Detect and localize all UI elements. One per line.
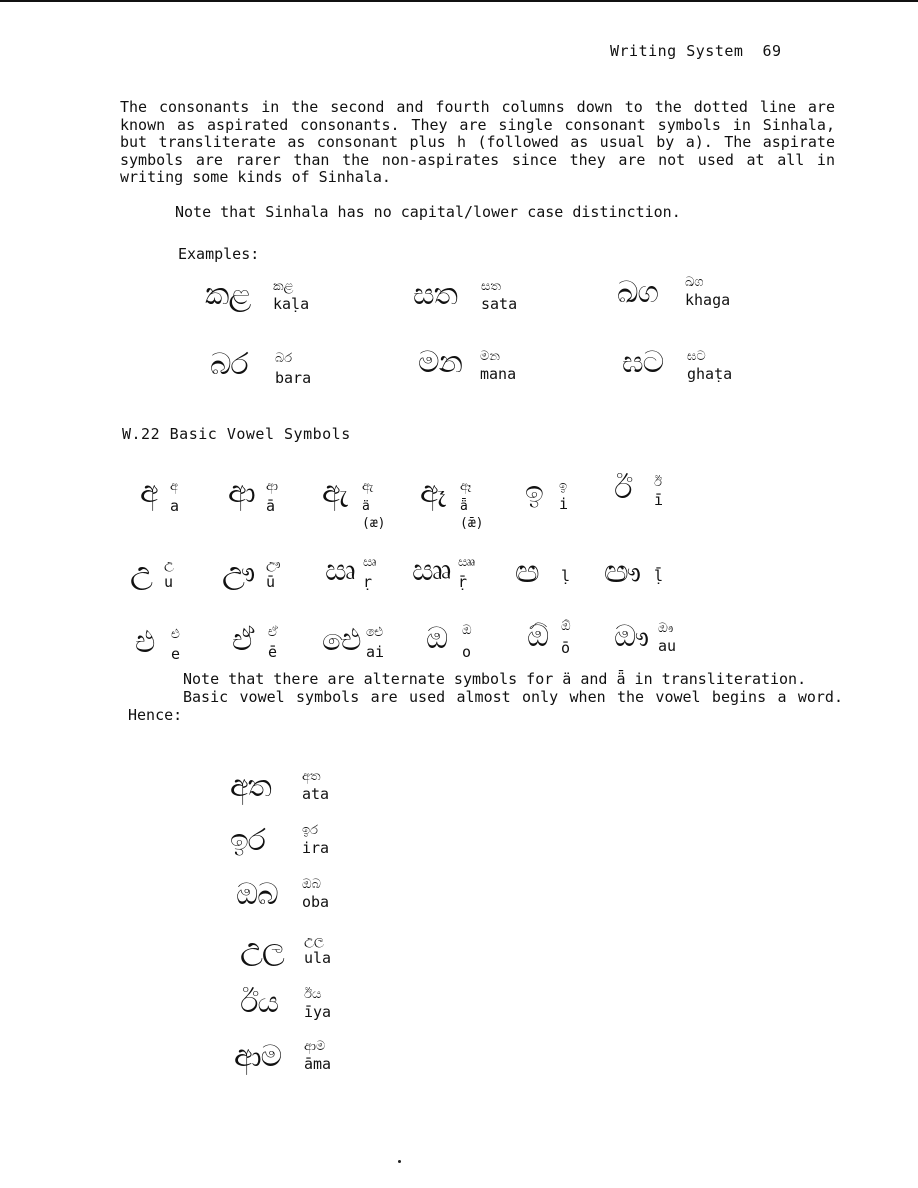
note-line: Note that Sinhala has no capital/lower case distinction. [175,203,681,221]
transliteration: khaga [685,291,731,309]
sinhala-small: උල [304,933,324,948]
vowel-translit: au [658,637,677,655]
vowel-glyph: ආ [228,475,255,510]
intro-paragraph: The consonants in the second and fourth columns down to the dotted line are known as aspirated consonants. They are single consonant symbols in Sinhala, but transliterate as consonant plus h (followed as usual by a). The aspirate symbols are rarer than the non-aspirates since they are not used at all in writing some kinds of Sinhala. [120,98,835,186]
sinhala-word: අත [230,769,271,804]
section-heading: W.22 Basic Vowel Symbols [122,425,351,443]
sinhala-word: ඉර [230,823,265,858]
vowel-glyph: ඏ [515,555,539,590]
vowel-glyph: ඇ [322,475,348,510]
vowel-small: එ [171,627,180,642]
section-title: Writing System [610,42,744,60]
transliteration: bara [275,369,312,387]
transliteration: ata [302,785,330,803]
vowel-translit: ḹ [654,567,664,585]
running-head [610,42,782,60]
sinhala-word: මන [418,345,462,380]
vowel-translit: ō [561,639,571,657]
sinhala-word: සත [413,277,457,312]
vowel-translit: ǟ (ǣ) [460,499,484,531]
vowel-small: ඊ [654,475,662,490]
stray-dot [398,1160,401,1163]
transliteration: ula [304,949,332,967]
vowel-glyph: ඍ [325,553,355,588]
vowel-translit: o [462,643,472,661]
note-paragraph [128,670,843,724]
vowel-glyph: ඐ [604,555,641,590]
sinhala-small: ඝට [687,349,706,364]
vowel-translit: ā [266,497,276,515]
vowel-glyph: එ [135,625,155,660]
sinhala-small: මන [480,349,500,364]
vowel-small: ඕ [561,619,571,634]
transliteration: ghaṭa [687,365,733,383]
transliteration: mana [480,365,517,383]
vowel-translit: ḷ [561,567,571,585]
sinhala-small: ආම [304,1039,326,1054]
vowel-glyph: ඓ [322,623,361,658]
vowel-small: ඌ [266,557,281,572]
sinhala-word: බර [210,347,248,382]
transliteration: āma [304,1055,332,1073]
vowel-glyph: ඉ [525,475,543,510]
vowel-small: ඇ [362,479,374,494]
transliteration: ira [302,839,330,857]
vowel-small: ඈ [460,479,472,494]
sinhala-word: ඔබ [236,877,278,912]
vowel-glyph: ඎ [412,553,451,588]
note-basic-vowels: Basic vowel symbols are used almost only when the vowel begins a word. Hence: [128,688,843,724]
vowel-glyph: ඖ [614,619,649,654]
transliteration: kaḷa [273,295,310,313]
sinhala-small: බර [275,351,293,366]
sinhala-word: කළ [205,277,251,312]
vowel-glyph: ඈ [420,475,446,510]
examples-label: Examples: [178,245,260,263]
vowel-translit: ai [366,643,385,661]
vowel-small: ඓ [366,625,384,640]
vowel-small: ආ [266,479,278,494]
sinhala-small: ඊය [304,987,322,1002]
vowel-small: ඉ [559,479,568,494]
sinhala-small: ඉර [302,823,318,838]
vowel-small: ඖ [658,621,674,636]
vowel-translit: ē [268,643,278,661]
sinhala-small: සත [481,279,501,294]
transliteration: īya [304,1003,332,1021]
vowel-translit: ṝ [458,573,468,591]
vowel-translit: ä (æ) [362,499,386,531]
vowel-small: ඒ [268,625,278,640]
sinhala-word: ආම [234,1039,282,1074]
vowel-translit: ū [266,573,276,591]
sinhala-word: ඝට [622,345,664,380]
vowel-small: ඍ [363,555,377,570]
vowel-glyph: ඔ [426,621,448,656]
vowel-glyph: උ [130,555,152,590]
vowel-small: අ [170,479,179,494]
sinhala-small: අත [302,769,321,784]
vowel-translit: a [170,497,180,515]
vowel-small: උ [164,557,174,572]
vowel-glyph: ඊ [614,471,632,506]
page-number: 69 [762,42,782,60]
vowel-glyph: ඒ [232,623,254,658]
sinhala-word: උල [240,931,284,966]
vowel-translit: i [559,495,569,513]
note-alternate-symbols: Note that there are alternate symbols for ä and ǟ in transliteration. [183,670,807,688]
sinhala-small: ඛග [685,275,704,290]
transliteration: sata [481,295,518,313]
vowel-glyph: අ [140,475,158,510]
vowel-translit: ṛ [363,573,373,591]
vowel-translit: ī [654,491,664,509]
top-rule [0,0,918,2]
transliteration: oba [302,893,330,911]
sinhala-small: කළ [273,279,294,294]
vowel-small: ඔ [462,623,472,638]
sinhala-word: ඛග [617,275,658,310]
vowel-small: ඎ [458,555,476,570]
vowel-glyph: ඌ [222,555,255,590]
vowel-translit: e [171,645,181,663]
vowel-translit: u [164,573,174,591]
vowel-glyph: ඕ [527,619,549,654]
sinhala-small: ඔබ [302,877,321,892]
sinhala-word: ඊය [240,985,279,1020]
